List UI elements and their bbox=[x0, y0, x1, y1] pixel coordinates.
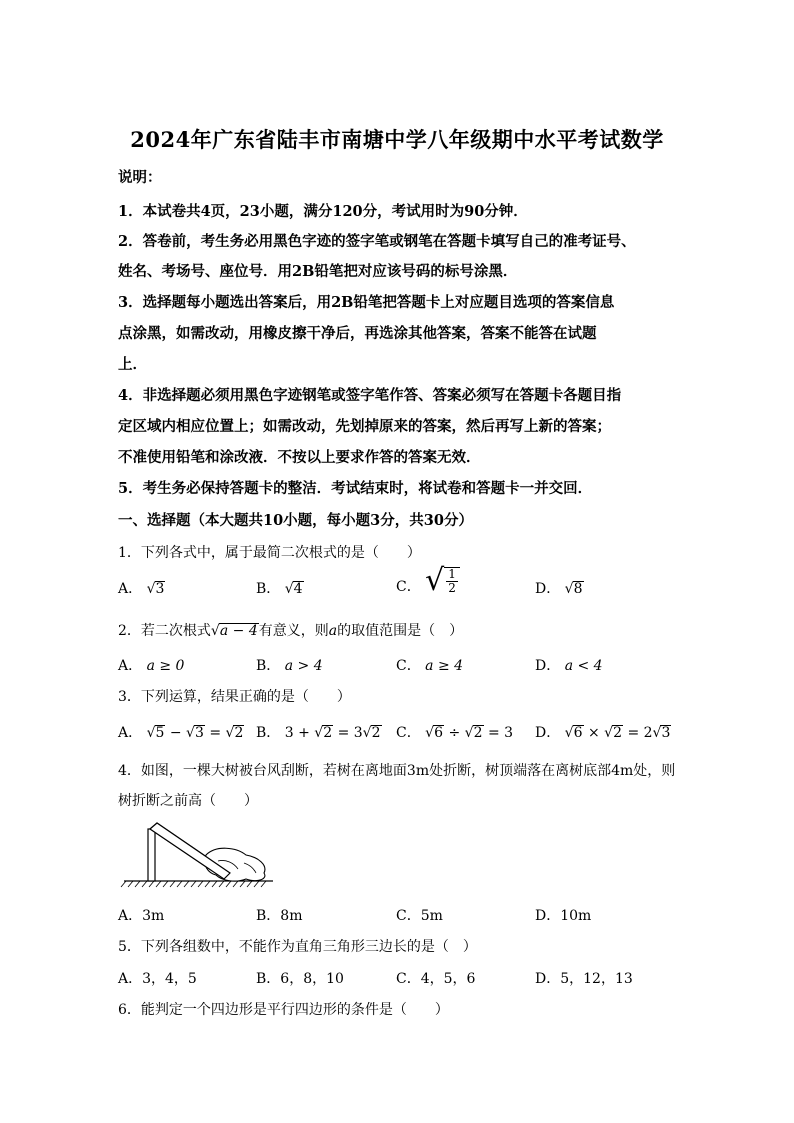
q3-option-d: D． √6 × √2 = 2√3 bbox=[535, 725, 671, 741]
note-line: 不准使用铅笔和涂改液．不按以上要求作答的答案无效． bbox=[118, 449, 481, 466]
note-line: 4．非选择题必须用黑色字迹钢笔或签字笔作答、答案必须写在答题卡各题目指 bbox=[118, 387, 622, 404]
question-2-stem: 2．若二次根式√a − 4有意义，则a的取值范围是（ ） bbox=[118, 623, 464, 639]
notes-heading: 说明： bbox=[118, 169, 162, 186]
section-heading: 一、选择题（本大题共10小题，每小题3分，共30分） bbox=[118, 512, 473, 529]
note-line: 点涂黑，如需改动，用橡皮擦干净后，再选涂其他答案，答案不能答在试题 bbox=[118, 325, 597, 342]
note-line: 5．考生务必保持答题卡的整洁．考试结束时，将试卷和答题卡一并交回． bbox=[118, 480, 593, 497]
q1-option-d: D． √8 bbox=[535, 581, 583, 597]
q1-option-b: B． √4 bbox=[256, 581, 303, 597]
q3-option-b: B． 3 + √2 = 3√2 bbox=[256, 725, 381, 741]
q2-option-c: C． a ≥ 4 bbox=[396, 658, 464, 674]
note-line: 定区域内相应位置上；如需改动，先划掉原来的答案，然后再写上新的答案； bbox=[118, 418, 611, 435]
question-3-stem: 3．下列运算，结果正确的是（ ） bbox=[118, 689, 351, 705]
q4-option-d: D．10m bbox=[535, 908, 592, 924]
q1-option-a: A． √3 bbox=[118, 581, 165, 597]
note-line: 3．选择题每小题选出答案后，用2B铅笔把答题卡上对应题目选项的答案信息 bbox=[118, 294, 615, 311]
note-line: 上． bbox=[118, 356, 147, 373]
question-5-stem: 5．下列各组数中，不能作为直角三角形三边长的是（ ） bbox=[118, 939, 477, 955]
q4-option-a: A．3m bbox=[118, 908, 165, 924]
q2-option-b: B． a > 4 bbox=[256, 658, 323, 674]
q5-option-d: D．5，12，13 bbox=[535, 971, 633, 987]
q3-option-a: A． √5 − √3 = √2 bbox=[118, 725, 244, 741]
q1-option-c: C． √ $\frac{1}{2}$ bbox=[396, 566, 460, 596]
q5-option-c: C．4，5，6 bbox=[396, 971, 476, 987]
question-6-stem: 6．能判定一个四边形是平行四边形的条件是（ ） bbox=[118, 1002, 449, 1018]
q2-option-a: A． a ≥ 0 bbox=[118, 658, 185, 674]
broken-tree-figure bbox=[118, 815, 278, 890]
q4-option-c: C．5m bbox=[396, 908, 443, 924]
q5-option-b: B．6，8，10 bbox=[256, 971, 344, 987]
q5-option-a: A．3，4，5 bbox=[118, 971, 197, 987]
q4-option-b: B．8m bbox=[256, 908, 303, 924]
question-1-stem: 1．下列各式中，属于最简二次根式的是（ ） bbox=[118, 545, 421, 561]
question-4-stem-line2: 树折断之前高（ ） bbox=[118, 793, 258, 809]
note-line: 1．本试卷共4页，23小题，满分120分，考试用时为90分钟． bbox=[118, 203, 528, 220]
note-line: 姓名、考场号、座位号．用2B铅笔把对应该号码的标号涂黑． bbox=[118, 263, 518, 280]
note-line: 2．答卷前，考生务必用黑色字迹的签字笔或钢笔在答题卡填写自己的准考证号、 bbox=[118, 233, 636, 250]
question-4-stem-line1: 4．如图，一棵大树被台风刮断，若树在离地面3m处折断，树顶端落在离树底部4m处，则 bbox=[118, 763, 676, 779]
q3-option-c: C． √6 ÷ √2 = 3 bbox=[396, 725, 514, 741]
exam-title: 2024年广东省陆丰市南塘中学八年级期中水平考试数学 bbox=[130, 127, 664, 152]
q2-option-d: D． a < 4 bbox=[535, 658, 603, 674]
